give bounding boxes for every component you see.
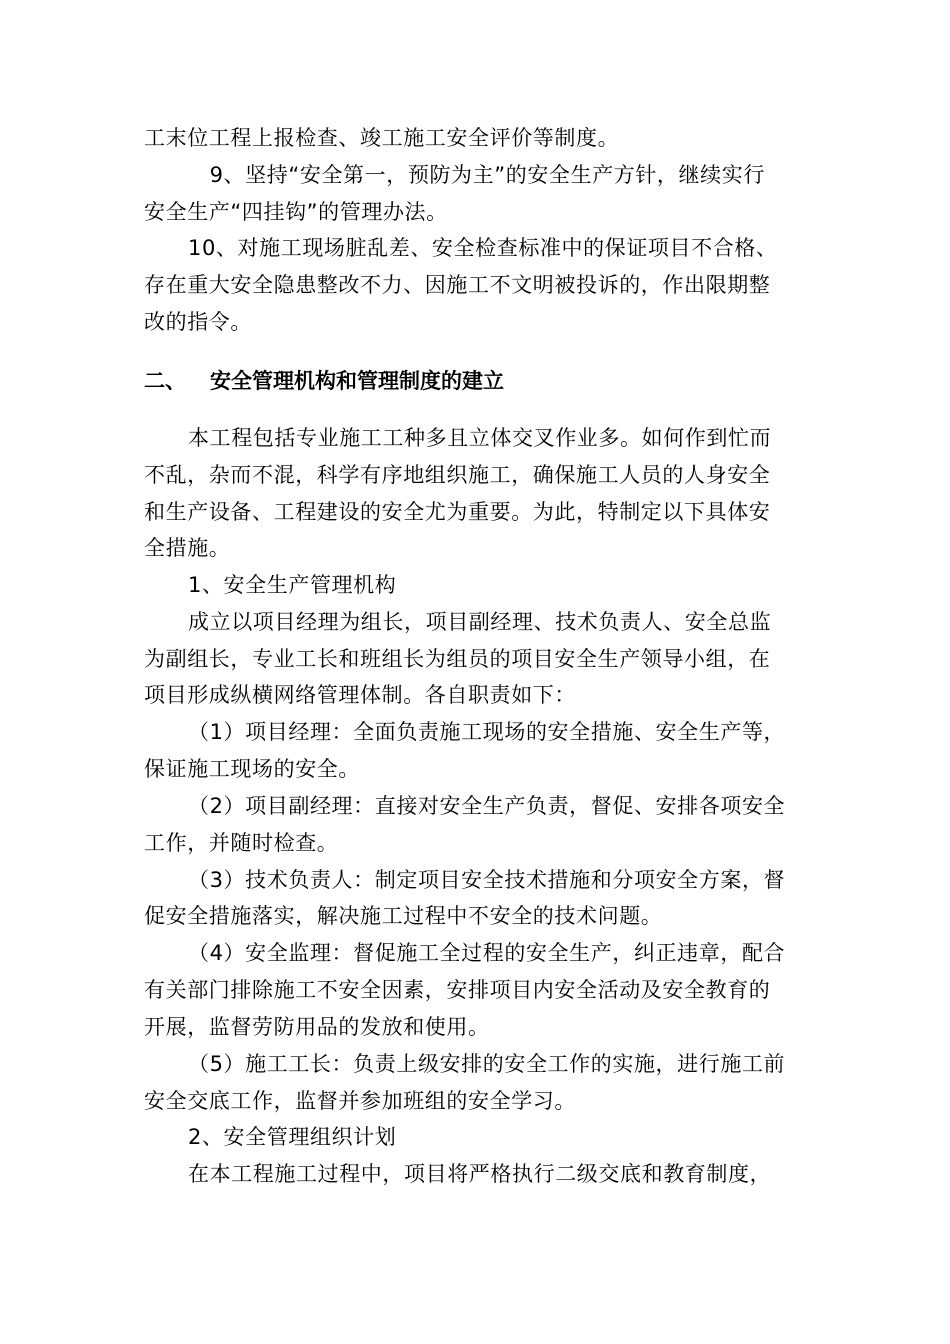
- text-line: 保证施工现场的安全。: [144, 757, 360, 781]
- text-line: 工末位工程上报检查、竣工施工安全评价等制度。: [144, 126, 620, 150]
- text-line: 改的指令。: [144, 310, 252, 334]
- text-line: 本工程包括专业施工工种多且立体交叉作业多。如何作到忙而: [188, 426, 772, 450]
- text-line: 在本工程施工过程中，项目将严格执行二级交底和教育制度，: [188, 1162, 772, 1186]
- text-line: 为副组长，专业工长和班组长为组员的项目安全生产领导小组，在: [144, 647, 771, 671]
- text-line: 10、对施工现场脏乱差、安全检查标准中的保证项目不合格、: [188, 236, 778, 260]
- text-line: （1）项目经理：全面负责施工现场的安全措施、安全生产等，: [188, 720, 786, 744]
- text-line: 不乱，杂而不混，科学有序地组织施工，确保施工人员的人身安全: [144, 463, 771, 487]
- text-line: 开展，监督劳防用品的发放和使用。: [144, 1015, 490, 1039]
- text-line: 有关部门排除施工不安全因素，安排项目内安全活动及安全教育的: [144, 978, 771, 1002]
- section-title: 安全管理机构和管理制度的建立: [210, 369, 504, 393]
- text-line: 全措施。: [144, 536, 231, 560]
- text-line: 和生产设备、工程建设的安全尤为重要。为此，特制定以下具体安: [144, 500, 771, 524]
- text-line: 安全生产“四挂钩”的管理办法。: [144, 200, 448, 224]
- section-heading: [144, 366, 824, 396]
- text-line: （2）项目副经理：直接对安全生产负责，督促、安排各项安全: [188, 794, 786, 818]
- text-line: （5）施工工长：负责上级安排的安全工作的实施，进行施工前: [188, 1052, 786, 1076]
- text-line: 促安全措施落实，解决施工过程中不安全的技术问题。: [144, 904, 663, 928]
- text-line: 安全交底工作，监督并参加班组的安全学习。: [144, 1089, 576, 1113]
- text-line: 存在重大安全隐患整改不力、因施工不文明被投诉的，作出限期整: [144, 273, 771, 297]
- text-line: （4）安全监理：督促施工全过程的安全生产，纠正违章，配合: [188, 941, 786, 965]
- text-line: （3）技术负责人：制定项目安全技术措施和分项安全方案，督: [188, 868, 786, 892]
- text-line: 工作，并随时检查。: [144, 831, 339, 855]
- text-line: 1、安全生产管理机构: [188, 573, 397, 597]
- text-line: 2、安全管理组织计划: [188, 1125, 397, 1149]
- section-number: 二、: [144, 369, 186, 393]
- text-line: 9、坚持“安全第一，预防为主”的安全生产方针，继续实行: [188, 163, 765, 187]
- text-line: 项目形成纵横网络管理体制。各自职责如下：: [144, 683, 576, 707]
- text-line: 成立以项目经理为组长，项目副经理、技术负责人、安全总监: [188, 610, 772, 634]
